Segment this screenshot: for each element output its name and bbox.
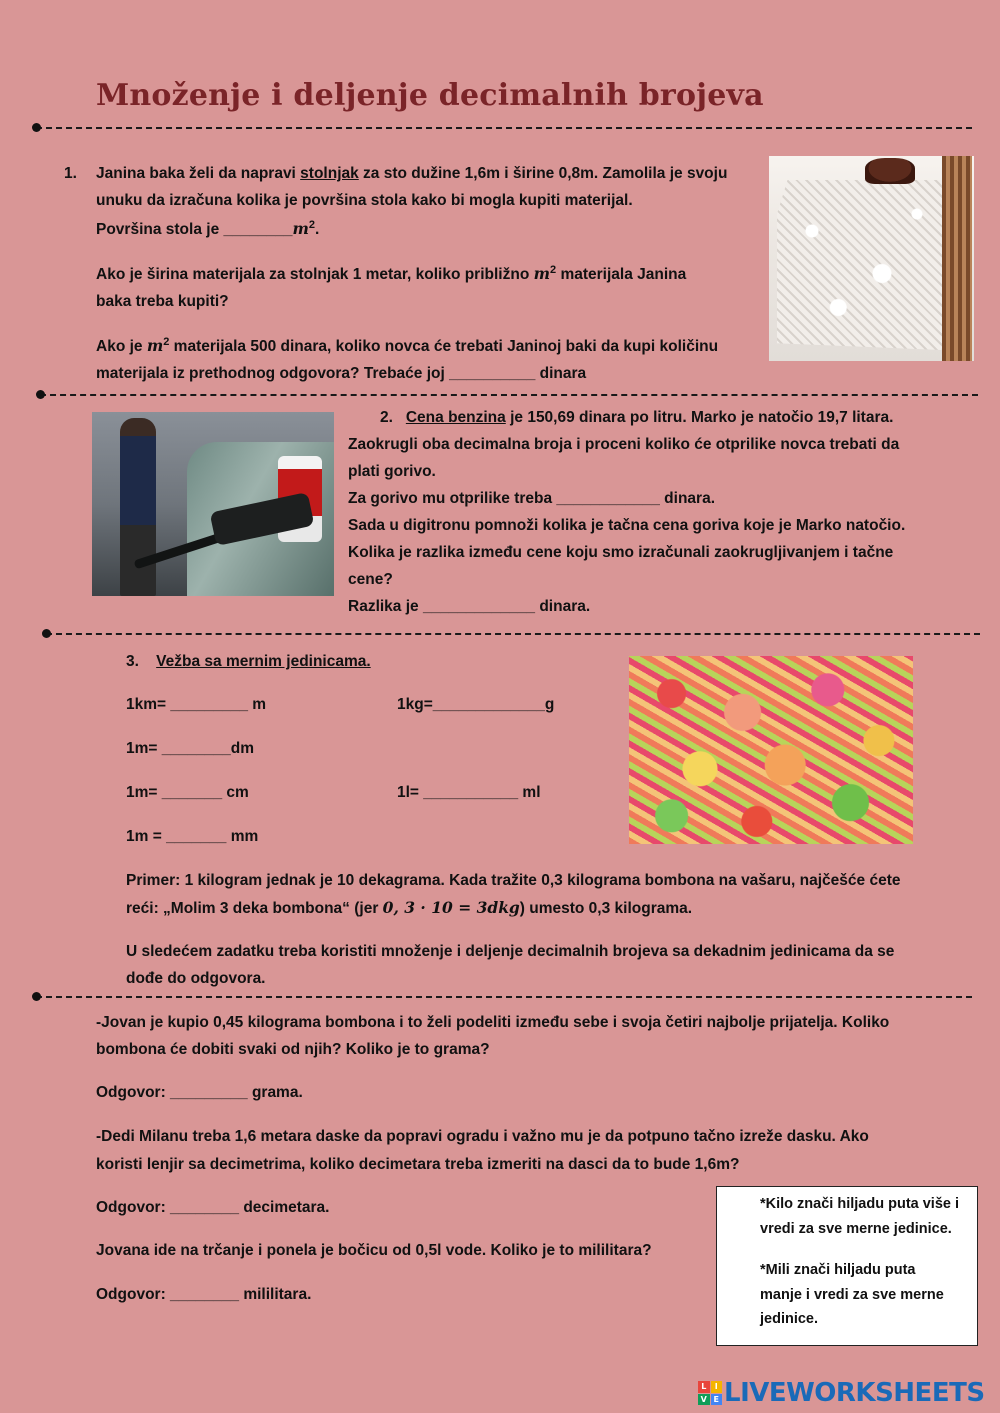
instruction-line-2: dođe do odgovora. xyxy=(126,970,266,987)
note-kilo: *Kilo znači hiljadu puta više i vredi za sve merne jedinice. xyxy=(760,1196,960,1237)
logo-letter: I xyxy=(711,1381,723,1393)
divider xyxy=(36,127,972,129)
logo-letter: L xyxy=(698,1381,710,1393)
q2-line-1 xyxy=(380,404,893,431)
example-text: reći: „Molim 3 deka bombona“ (jer xyxy=(126,900,383,917)
superscript: 2 xyxy=(550,263,557,276)
q3-number: 3. xyxy=(126,653,139,670)
candy-photo xyxy=(629,656,913,844)
q2-text: je 150,69 dinara po litru. Marko je natočio 19,7 litara. xyxy=(505,409,894,426)
note-box xyxy=(716,1186,978,1346)
jovana-answer[interactable]: Odgovor: ________ mililitara. xyxy=(96,1286,312,1303)
cm-conversion-blank[interactable]: 1m= _______ cm xyxy=(126,784,249,801)
q2-number: 2. xyxy=(380,409,393,426)
q1-text: za sto dužine 1,6m i širine 0,8m. Zamolila je svoju xyxy=(358,165,728,182)
q1-text: Janina baka želi da napravi xyxy=(96,165,301,182)
q2-underlined-word: Cena benzina xyxy=(405,409,506,426)
jovan-answer[interactable]: Odgovor: _________ grama. xyxy=(96,1084,303,1101)
divider xyxy=(36,996,972,998)
tablecloth-photo xyxy=(769,156,974,361)
q1-text: materijala Janina xyxy=(556,266,687,283)
q3-title: Vežba sa mernim jedinicama. xyxy=(156,653,371,670)
jovana-question: Jovana ide na trčanje i ponela je bočicu od 0,5l vode. Koliko je to mililitara? xyxy=(96,1242,652,1259)
divider xyxy=(40,394,978,396)
kg-conversion-blank[interactable]: 1kg=_____________g xyxy=(397,696,555,713)
q1-line-7-answer[interactable]: materijala iz prethodnog odgovora? Trebaće joj __________ dinara xyxy=(96,365,587,382)
q1-line-6 xyxy=(96,332,718,360)
q1-line-1 xyxy=(96,160,727,187)
q1-line-3 xyxy=(96,215,319,243)
q1-number: 1. xyxy=(64,165,77,182)
q2-line-8-answer[interactable]: Razlika je _____________ dinara. xyxy=(348,598,591,615)
q1-text: materijala 500 dinara, koliko novca će trebati Janinoj baki da kupi količinu xyxy=(169,338,719,355)
q2-line-7: cene? xyxy=(348,571,393,588)
logo-text: LIVEWORKSHEETS xyxy=(724,1378,985,1408)
example-formula: 0, 3 · 10 = 3dkg xyxy=(382,898,520,917)
unit-m: m xyxy=(292,219,309,238)
q2-line-4-answer[interactable]: Za gorivo mu otprilike treba ____________ dinara. xyxy=(348,490,715,507)
dm-conversion-blank[interactable]: 1m= ________dm xyxy=(126,740,254,757)
fuel-pump-photo xyxy=(92,412,334,596)
q2-line-3: plati gorivo. xyxy=(348,463,436,480)
q1-line-5: baka treba kupiti? xyxy=(96,293,229,310)
jovan-line-2: bombona će dobiti svaki od njih? Koliko je to grama? xyxy=(96,1041,490,1058)
q2-line-2: Zaokrugli oba decimalna broja i proceni koliko će otprilike novca trebati da xyxy=(348,436,900,453)
q2-line-5: Sada u digitronu pomnoži kolika je tačna cena goriva koje je Marko natočio. xyxy=(348,517,906,534)
liveworksheets-logo xyxy=(698,1378,985,1408)
q1-line-2: unuku da izračuna kolika je površina stola kako bi mogla kupiti materijal. xyxy=(96,192,633,209)
jovan-line-1: -Jovan je kupio 0,45 kilograma bombona i to želi podeliti između sebe i svoja četiri najbolje prijatelja. Koliko xyxy=(96,1014,890,1031)
milan-line-2: koristi lenjir sa decimetrima, koliko decimetara treba izmeriti na dasci da to bude 1,6m? xyxy=(96,1156,740,1173)
logo-letter: V xyxy=(698,1394,710,1406)
milan-line-1: -Dedi Milanu treba 1,6 metara daske da popravi ogradu i važno mu je da potpuno tačno izreže dasku. Ako xyxy=(96,1128,869,1145)
page-title: Množenje i deljenje decimalnih brojeva xyxy=(96,78,764,113)
q1-text: . xyxy=(315,221,320,238)
instruction-line-1: U sledećem zadatku treba koristiti množenje i deljenje decimalnih brojeva sa dekadnim jedinicama da se xyxy=(126,943,895,960)
q3-heading xyxy=(126,648,371,675)
q1-line-4 xyxy=(96,260,686,288)
superscript: 2 xyxy=(163,335,170,348)
divider xyxy=(46,633,980,635)
superscript: 2 xyxy=(308,218,315,231)
example-line-1: Primer: 1 kilogram jednak je 10 dekagrama. Kada tražite 0,3 kilograma bombona na vašaru, najčešće ćete xyxy=(126,872,901,889)
note-mili: *Mili znači hiljadu puta manje i vredi za sve merne jedinice. xyxy=(760,1262,944,1327)
milan-answer[interactable]: Odgovor: ________ decimetara. xyxy=(96,1199,330,1216)
q1-text: Ako je xyxy=(96,338,147,355)
liter-conversion-blank[interactable]: 1l= ___________ ml xyxy=(397,784,541,801)
q1-text: Ako je širina materijala za stolnjak 1 metar, koliko približno xyxy=(96,266,534,283)
mm-conversion-blank[interactable]: 1m = _______ mm xyxy=(126,828,259,845)
km-conversion-blank[interactable]: 1km= _________ m xyxy=(126,696,267,713)
logo-letter: E xyxy=(711,1394,723,1406)
unit-m: m xyxy=(533,264,551,283)
logo-mark-icon xyxy=(698,1381,722,1405)
example-text: ) umesto 0,3 kilograma. xyxy=(519,900,693,917)
q2-line-6: Kolika je razlika između cene koju smo izračunali zaokrugljivanjem i tačne xyxy=(348,544,894,561)
q1-area-blank[interactable]: Površina stola je ________ xyxy=(96,221,293,238)
q1-underlined-word: stolnjak xyxy=(300,165,359,182)
example-line-2 xyxy=(126,894,692,922)
unit-m: m xyxy=(146,336,164,355)
